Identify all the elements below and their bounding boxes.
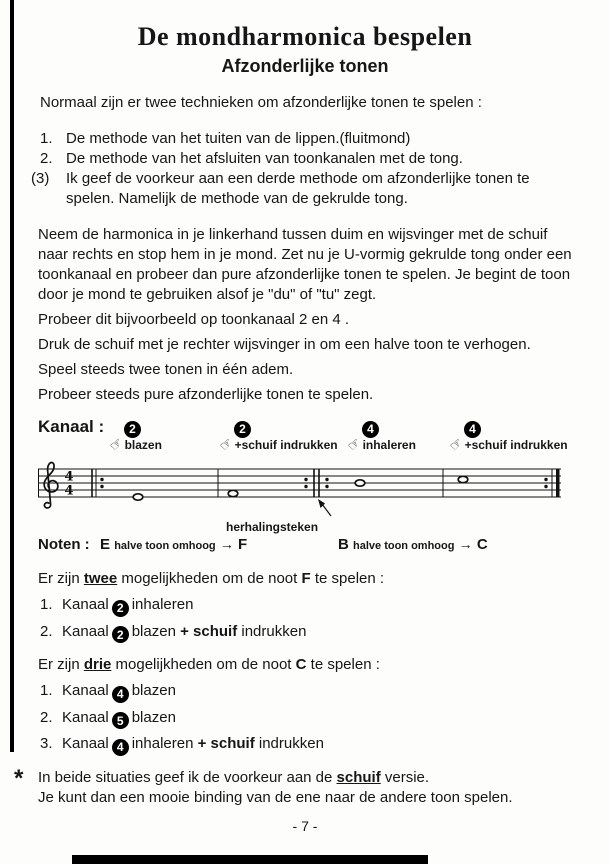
c-possibilities-heading [38,655,572,675]
channel-number-badge: 5 [112,712,129,729]
methods-list [31,129,572,209]
pointing-hand-icon: ☞ [343,433,364,455]
channel-action-label: inhaleren [362,438,416,452]
channel-action-label: +schuif indrukken [234,438,338,452]
footnote [14,764,572,808]
pointing-hand-icon: ☞ [445,433,466,455]
channel-action [445,433,568,455]
body-paragraph-2: Probeer dit bijvoorbeeld op toonkanaal 2 en 4 . [38,311,350,328]
scan-artifact-left-bar [10,0,14,752]
channel-marker-1 [105,417,162,455]
option-action-bold: + schuif [180,622,238,640]
footnote-asterisk: * [14,764,24,792]
method-number: 2. [40,150,53,167]
option-number: 2. [40,708,53,726]
heading-text: Er zijn [38,656,84,673]
music-notation-section [38,417,572,557]
heading-text: te spelen : [306,656,380,673]
whole-note-f [228,490,238,496]
option-number: 1. [40,596,53,613]
mapping-desc: halve toon omhoog [353,540,455,552]
body-paragraph-5: Probeer steeds pure afzonderlijke tonen te spelen. [38,386,374,403]
herhalingsteken-label: herhalingsteken [226,520,319,534]
right-arrow-icon: → [458,536,473,552]
staff-lines [38,469,561,497]
footnote-line-1 [38,768,572,788]
method-text: De methode van het tuiten van de lippen.(fluitmond) [66,130,411,147]
svg-text:4: 4 [64,483,74,499]
c-option-3 [38,734,572,756]
heading-text: Er zijn [38,570,84,587]
channel-marker-4 [445,417,568,455]
scan-artifact-bottom-bar [72,855,428,864]
intro-paragraph: Normaal zijn er twee technieken om afzonderlijke tonen te spelen : [40,94,482,111]
page-title: De mondharmonica bespelen [137,22,473,51]
option-action: blazen [131,622,181,640]
f-possibilities-heading [38,569,572,589]
option-action: inhaleren [131,735,198,752]
option-action-bold: + schuif [197,735,255,752]
kanaal-word: Kanaal [62,622,109,640]
channel-number-badge: 2 [112,626,129,643]
note-mapping-b-c [338,536,488,553]
c-option-1 [38,681,572,703]
channel-marker-3 [343,417,416,455]
note-to: F [237,536,248,553]
footnote-text-part: In beide situaties geef ik de voorkeur aan de [38,768,337,786]
footnote-text-part: versie. [380,768,430,786]
note-mapping-e-f [100,536,247,553]
channel-action [215,433,338,455]
c-option-2 [38,708,572,730]
channel-action [343,433,416,455]
method-text: Ik geef de voorkeur aan een derde methode om afzonderlijke tonen te spelen. Namelijk de methode van de gekrulde tong. [66,170,530,207]
channel-number-badge: 4 [362,421,379,438]
heading-note-letter: C [295,656,307,673]
whole-note-b [355,480,365,486]
channel-number-badge: 4 [112,739,129,756]
method-item-3 [31,169,572,209]
channel-number-badge: 2 [112,600,129,617]
channel-number-badge: 4 [464,421,481,438]
method-text: De methode van het afsluiten van toonkanalen met de tong. [66,150,463,167]
heading-count: drie [83,656,112,673]
option-number: 2. [40,622,53,640]
footnote-line-2: Je kunt dan een mooie binding van de ene naar de andere toon spelen. [38,788,513,806]
footnote-bold-word: schuif [336,768,381,786]
body-paragraph-1: Neem de harmonica in je linkerhand tussen duim en wijsvinger met de schuif naar rechts en stop hem in je mond. Zet nu je U-vormig gekrulde tong onder een toonkanaal en probeer dan pure afzonderlijke tonen te spelen. Je begint de toon door je mond te gebruiken alsof je "du" of "tu" zegt. [38,226,572,303]
method-item-2 [40,149,572,169]
kanaal-word: Kanaal [62,596,109,613]
f-option-1 [38,595,572,617]
kanaal-word: Kanaal [62,708,109,726]
heading-text: mogelijkheden om de noot [117,570,302,587]
pointing-hand-icon: ☞ [105,433,126,455]
whole-note-e [133,494,143,500]
channel-number-badge: 2 [124,421,141,438]
f-option-2 [38,622,572,644]
method-number: (3) [31,170,50,187]
mapping-desc: halve toon omhoog [114,540,216,552]
method-number: 1. [40,130,53,147]
option-action: inhaleren [131,596,194,613]
option-action-tail: indrukken [254,735,324,752]
footnote-text [38,768,572,808]
noten-label: Noten : [38,536,90,553]
channel-action-label: +schuif indrukken [464,438,568,452]
right-arrow-icon: → [219,536,234,552]
option-action: blazen [131,708,176,726]
option-action: blazen [131,682,176,699]
channel-action [105,433,162,455]
note-to: C [476,536,488,553]
note-from: E [100,536,111,553]
channel-number-badge: 2 [234,421,251,438]
kanaal-word: Kanaal [62,682,109,699]
svg-text:4: 4 [64,469,74,485]
option-number: 3. [40,735,53,752]
channel-action-label: blazen [124,438,162,452]
pointing-hand-icon: ☞ [215,433,236,455]
method-item-1 [40,129,572,149]
music-staff [38,461,562,524]
page-number: - 7 - [292,817,318,834]
page-subtitle: Afzonderlijke tonen [221,56,389,76]
page-content [14,16,572,834]
staff-svg [38,461,562,519]
whole-note-c [458,476,468,482]
time-signature [64,470,73,499]
heading-note-letter: F [301,570,311,587]
kanaal-label: Kanaal : [38,417,105,436]
body-paragraph-4: Speel steeds twee tonen in één adem. [38,361,294,378]
body-paragraph-3: Druk de schuif met je rechter wijsvinger in om een halve toon te verhogen. [38,336,531,353]
herhalingsteken-arrow [318,499,331,516]
channel-marker-2 [215,417,338,455]
option-action-tail: indrukken [237,622,307,640]
option-number: 1. [40,682,53,699]
kanaal-word: Kanaal [62,735,109,752]
heading-count: twee [83,570,118,587]
note-from: B [338,536,349,553]
channel-number-badge: 4 [112,686,129,703]
heading-text: mogelijkheden om de noot [111,656,296,673]
heading-text: te spelen : [310,570,385,587]
